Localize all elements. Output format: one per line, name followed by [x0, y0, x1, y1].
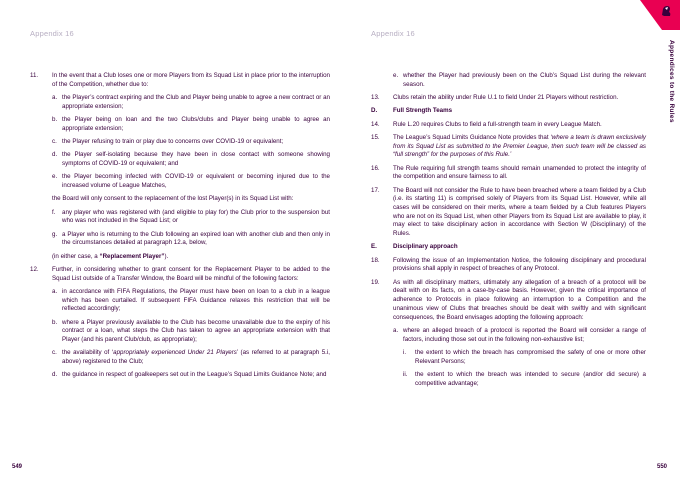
item-text: any player who was registered with (and eligible to play for) the Club prior to the suspension but who was not included in the Squad List; or — [62, 208, 330, 225]
item-number: d. — [52, 151, 58, 159]
list-item — [30, 371, 330, 380]
item-number: g. — [52, 230, 58, 238]
board-consent-text: the Board will only consent to the replacement of the lost Player(s) in its Squad List with: — [52, 195, 294, 203]
replacement-player-definition — [30, 253, 330, 262]
section-letter: E. — [371, 243, 377, 251]
item-text: the Player self-isolating because they have been in close contact with someone showing symptoms of COVID-19 or equivalent; and — [62, 151, 330, 167]
item-text: whether the Player had previously been on the Club’s Squad List during the relevant season. — [403, 72, 646, 88]
list-item — [30, 173, 330, 190]
item-text: the Player refusing to train or play due to concerns over COVID-19 or equivalent; — [62, 138, 284, 145]
item-number: a. — [52, 287, 58, 295]
list-item — [30, 349, 330, 366]
paragraph-text: Further, in considering whether to grant consent for the Replacement Player to be added to the Squad List outside of a Transfer Window, the Board will be mindful of the following factors: — [52, 265, 330, 282]
section-heading-d — [371, 107, 646, 116]
paragraph-text: Rule L.20 requires Clubs to field a full-strength team in every League Match. — [393, 120, 602, 128]
header-right: Appendix 16 — [371, 29, 415, 38]
list-item — [30, 319, 330, 345]
left-column — [30, 72, 330, 385]
paragraph-text: In the event that a Club loses one or more Players from its Squad List in place prior to the interruption of the Competition, whether due to: — [52, 72, 330, 88]
paragraph-number: 17. — [371, 186, 380, 194]
section-letter: D. — [371, 107, 378, 115]
item-text: the availability of ‘ — [62, 349, 114, 357]
item-text: the Player being on loan and the two Clubs/clubs and Player being unable to agree an appropriate extension; — [62, 116, 330, 132]
item-number: c. — [52, 349, 57, 357]
page-number-right: 550 — [657, 464, 668, 470]
item-number: f. — [52, 208, 56, 216]
section-title: Disciplinary approach — [393, 243, 458, 251]
side-title: Appendices to the Rules — [668, 40, 675, 123]
item-text: in accordance with FIFA Regulations, the Player must have been on loan to a club in a league which has been curtailed. If subsequent FIFA Guidance relaxes this restriction that will be reflected accordingly; — [62, 287, 330, 313]
item-number: e. — [393, 72, 399, 79]
list-item — [371, 72, 646, 89]
lion-crest-icon — [659, 4, 673, 18]
list-item — [30, 209, 330, 226]
paragraph-text: The Board will not consider the Rule to have been breached where a team fielded by a Club (i.e. its starting 11) is comprised solely of Players from its Squad List. However, while all cases will be considered on their merits, where a team fielded by a Club features Players who are not on its Squad List, when other Players from its Squad List are available to play, it may elect to take disciplinary action in accordance with Section W (Disciplinary) of the Rules. — [393, 186, 646, 238]
paragraph-number: 12. — [30, 265, 39, 273]
item-number: b. — [52, 116, 58, 123]
list-item — [30, 151, 330, 168]
item-text: the Player becoming infected with COVID-19 or equivalent or becoming injured due to the increased volume of League Matches, — [62, 173, 330, 189]
subitem-number: ii. — [403, 370, 408, 378]
list-item — [30, 231, 330, 248]
paragraph-13 — [371, 94, 646, 103]
item-number: a. — [393, 326, 399, 334]
right-column — [371, 72, 646, 393]
paragraph-number: 13. — [371, 94, 380, 101]
item-number: a. — [52, 94, 58, 101]
paragraph-number: 11. — [30, 72, 39, 79]
definition-suffix: ). — [164, 252, 169, 260]
paragraph-number: 14. — [371, 120, 380, 128]
item-text: a Player who is returning to the Club following an expired loan with another club and then only in the circumstances detailed at paragraph 12.a, below, — [62, 230, 330, 247]
paragraph-text: The League’s Squad Limits Guidance Note provides that — [393, 133, 551, 141]
page-number-left: 549 — [12, 464, 23, 470]
item-text: ’ (as referred to at paragraph 5.i, above) registered to the Club; — [62, 349, 330, 365]
paragraph-text: The Rule requiring full strength teams should remain unamended to protect the integrity of the competition and ensure fairness to all. — [393, 164, 646, 181]
section-title: Full Strength Teams — [393, 107, 453, 115]
defined-term: “Replacement Player” — [99, 252, 165, 260]
item-number: e. — [52, 173, 58, 181]
list-item — [30, 288, 330, 314]
item-text: where an alleged breach of a protocol is reported the Board will consider a range of factors, including those set out in the following non-exhaustive list; — [403, 326, 646, 343]
subitem-text: the extent to which the breach has compromised the safety of one or more other Relevant Persons; — [415, 348, 646, 365]
item-number: c. — [52, 138, 57, 145]
paragraph-19 — [371, 279, 646, 323]
list-item — [30, 116, 330, 133]
list-subitem — [371, 349, 646, 366]
item-text: the guidance in respect of goalkeepers set out in the League’s Squad Limits Guidance Note; and — [62, 371, 327, 379]
header-left: Appendix 16 — [30, 29, 74, 38]
paragraph-quote: ‘where a team is drawn exclusively from its Squad List as submitted to the Premier League, then such team will be classed as “full strength” for the purposes of this Rule.’ — [393, 133, 647, 159]
subitem-number: i. — [403, 348, 407, 356]
item-number: b. — [52, 318, 58, 326]
paragraph-17 — [371, 187, 646, 239]
paragraph-14 — [371, 121, 646, 130]
definition-prefix: (in either case, a — [52, 252, 100, 260]
paragraph-number: 19. — [371, 278, 380, 286]
subitem-text: the extent to which the breach was intended to secure (and/or did secure) a competitive advantage; — [415, 370, 646, 387]
item-number: d. — [52, 371, 58, 379]
paragraph-number: 18. — [371, 256, 380, 264]
paragraph-12 — [30, 266, 330, 283]
paragraph-number: 16. — [371, 164, 380, 172]
list-subitem — [371, 371, 646, 388]
paragraph-text: As with all disciplinary matters, ultimately any allegation of a breach of a protocol will be dealt with on its facts, on a case-by-case basis. However, given the critical importance of adherence to Protocols in place following an interruption to a Competition and the unanimous view of Clubs that breaches should be dealt with swiftly and with significant consequences, the Board envisages adopting the following approach: — [393, 278, 646, 321]
item-italic-text: appropriately experienced Under 21 Players — [113, 349, 237, 357]
paragraph-16 — [371, 165, 646, 182]
item-text: where a Player previously available to the Club has become unavailable due to the expiry of his contract or a loan, what steps the Club has taken to agree an appropriate extension with that Player (and his parent Club/club, as appropriate); — [62, 318, 330, 343]
paragraph-text: Clubs retain the ability under Rule U.1 to field Under 21 Players without restriction. — [393, 94, 619, 101]
paragraph-text: Following the issue of an Implementation Notice, the following disciplinary and procedural provisions shall apply in respect of breaches of any Protocol. — [393, 256, 646, 273]
section-heading-e — [371, 243, 646, 252]
list-item — [30, 94, 330, 111]
item-text: the Player’s contract expiring and the Club and Player being unable to agree a new contract or an appropriate extension; — [62, 94, 330, 110]
list-item — [30, 138, 330, 147]
list-item — [371, 327, 646, 344]
paragraph-number: 15. — [371, 133, 380, 141]
paragraph-18 — [371, 257, 646, 274]
paragraph-11 — [30, 72, 330, 89]
paragraph-15 — [371, 134, 646, 160]
